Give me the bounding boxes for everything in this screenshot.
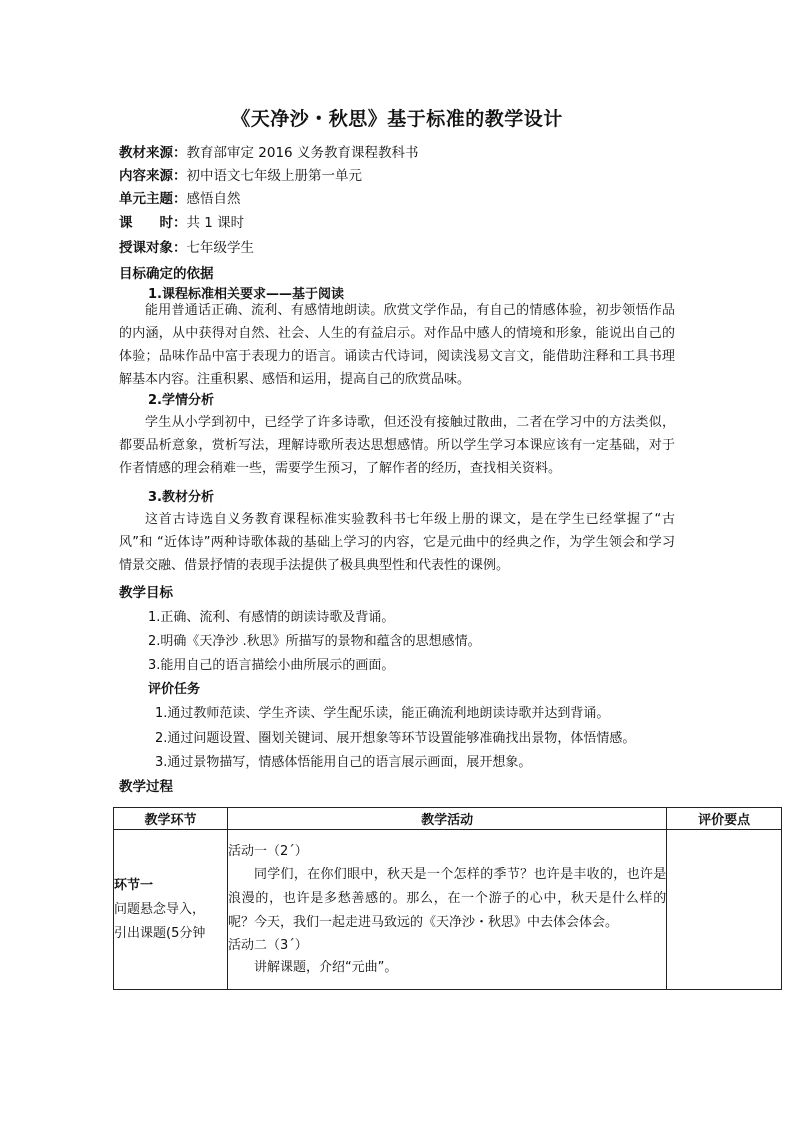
segment-line: 引出课题(5分钟 — [114, 925, 206, 941]
meta-hours — [119, 213, 244, 233]
column-header-activity: 教学活动 — [227, 808, 666, 830]
segment-line: 问题悬念导入， — [114, 901, 206, 917]
page-title: 《天净沙・秋思》基于标准的教学设计 — [231, 108, 563, 130]
column-header-segment: 教学环节 — [114, 808, 228, 830]
meta-value: 教育部审定 2016 义务教育课程教科书 — [186, 145, 419, 161]
learner-heading: 2.学情分析 — [148, 393, 214, 408]
meta-label: 课 时： — [119, 215, 187, 231]
meta-audience — [119, 238, 254, 258]
meta-value: 共 1 课时 — [186, 215, 245, 231]
meta-content — [119, 166, 362, 186]
meta-value: 七年级学生 — [186, 240, 254, 256]
goal-item: 2.明确《天净沙 .秋思》所描写的景物和蕴含的思想感情。 — [148, 634, 481, 649]
segment-cell — [114, 830, 228, 990]
evaluation-heading: 评价任务 — [148, 682, 201, 697]
meta-label: 内容来源： — [119, 168, 187, 184]
process-table — [113, 807, 782, 990]
evaluation-cell — [667, 830, 782, 990]
evaluation-item: 1.通过教师范读、学生齐读、学生配乐读，能正确流利地朗读诗歌并达到背诵。 — [155, 706, 610, 721]
goals-heading: 教学目标 — [119, 585, 173, 601]
activity-label: 活动二（3´） — [227, 937, 308, 953]
standard-text: 能用普通话正确、流利、有感情地朗读。欣赏文学作品，有自己的情感体验，初步领悟作品的内涵，从中获得对自然、社会、人生的有益启示。对作品中感人的情境和形象，能说出自己的体验；品味作品中富于表现力的语言。诵读古代诗词，阅读浅易文言文，能借助注释和工具书理解基本内容。注重积累、感悟和运用，提高自己的欣赏品味。 — [119, 303, 675, 387]
evaluation-item: 2.通过问题设置、圈划关键词、展开想象等环节设置能够准确找出景物，体悟情感。 — [155, 731, 636, 746]
segment-title: 环节一 — [114, 877, 154, 893]
process-heading: 教学过程 — [119, 779, 173, 795]
meta-source — [119, 143, 418, 163]
table-row — [114, 830, 782, 990]
meta-theme — [119, 189, 241, 209]
standard-heading: 1.课程标准相关要求——基于阅读 — [148, 287, 344, 302]
meta-value: 感悟自然 — [186, 191, 241, 207]
meta-label: 单元主题： — [119, 191, 187, 207]
activity-label: 活动一（2´） — [227, 843, 308, 859]
evaluation-item: 3.通过景物描写，情感体悟能用自己的语言展示画面，展开想象。 — [155, 755, 532, 770]
material-text: 这首古诗选自义务教育课程标准实验教科书七年级上册的课文，是在学生已经掌握了“古风”和 “近体诗”两种诗歌体裁的基础上学习的内容，它是元曲中的经典之作，为学生领会和学习情景交融、借景抒情的表现手法提供了极具典型性和代表性的课例。 — [119, 512, 675, 573]
learner-text: 学生从小学到初中，已经学了许多诗歌，但还没有接触过散曲，二者在学习中的方法类似，都要品析意象，赏析写法，理解诗歌所表达思想感情。所以学生学习本课应该有一定基础，对于作者情感的理会稍难一些，需要学生预习，了解作者的经历，查找相关资料。 — [119, 415, 675, 476]
activity-cell — [227, 830, 666, 990]
basis-heading: 目标确定的依据 — [119, 266, 214, 282]
activity-text: 同学们，在你们眼中，秋天是一个怎样的季节？也许是丰收的，也许是浪漫的，也许是多愁善感的。那么，在一个游子的心中，秋天是什么样的呢？今天，我们一起走进马致远的《天净沙・秋思》中去体会体会。 — [227, 866, 667, 930]
column-header-evaluation: 评价要点 — [667, 808, 782, 830]
activity-text: 讲解课题，介绍“元曲”。 — [253, 959, 398, 975]
meta-label: 授课对象： — [119, 240, 187, 256]
material-heading: 3.教材分析 — [148, 490, 214, 505]
table-header-row — [114, 808, 782, 830]
meta-label: 教材来源： — [119, 145, 187, 161]
meta-value: 初中语文七年级上册第一单元 — [186, 168, 362, 184]
goal-item: 3.能用自己的语言描绘小曲所展示的画面。 — [148, 658, 395, 673]
goal-item: 1.正确、流利、有感情的朗读诗歌及背诵。 — [148, 610, 395, 625]
